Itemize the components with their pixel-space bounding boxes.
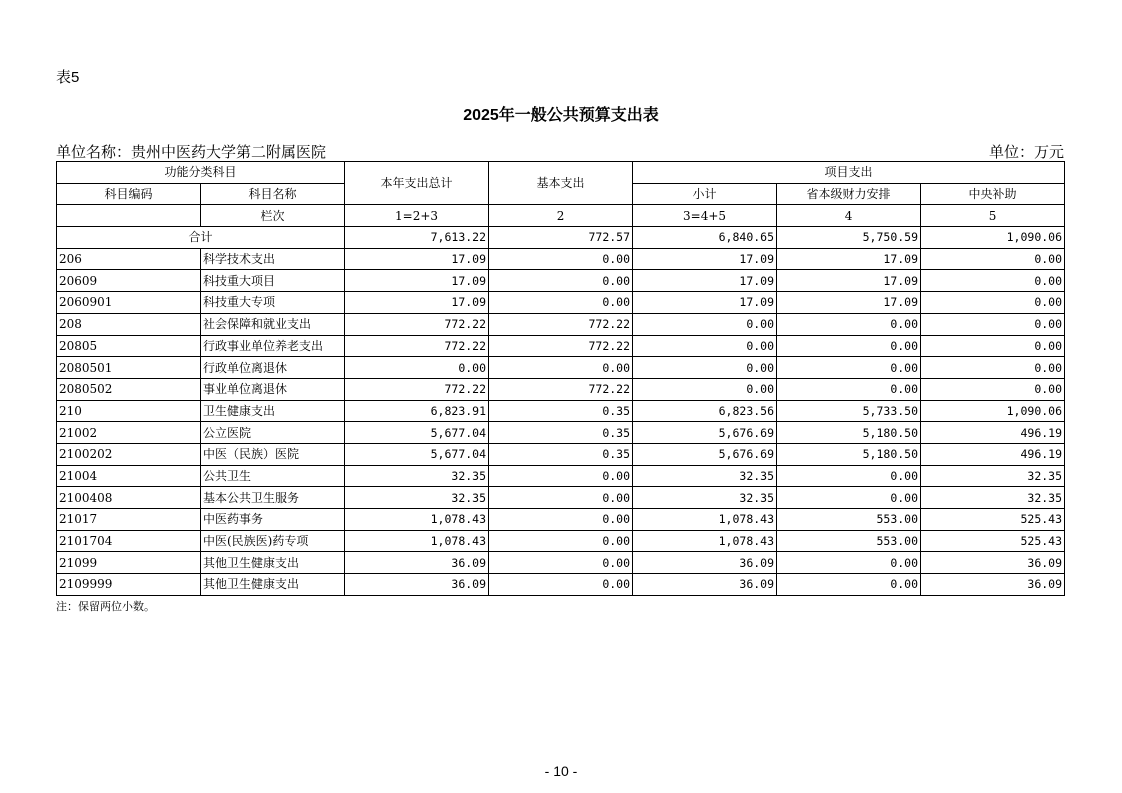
row-subtotal: 36.09 bbox=[633, 574, 777, 596]
row-total: 772.22 bbox=[345, 335, 489, 357]
header-basic: 基本支出 bbox=[489, 162, 633, 205]
row-central: 0.00 bbox=[921, 378, 1065, 400]
row-basic: 0.00 bbox=[489, 270, 633, 292]
row-central: 32.35 bbox=[921, 465, 1065, 487]
header-total: 本年支出总计 bbox=[345, 162, 489, 205]
table-number: 表5 bbox=[56, 69, 80, 86]
row-code: 208 bbox=[57, 313, 201, 335]
row-name: 行政事业单位养老支出 bbox=[201, 335, 345, 357]
row-provincial: 0.00 bbox=[777, 574, 921, 596]
row-total: 772.22 bbox=[345, 313, 489, 335]
row-subtotal: 1,078.43 bbox=[633, 509, 777, 531]
row-basic: 772.22 bbox=[489, 313, 633, 335]
row-subtotal: 32.35 bbox=[633, 487, 777, 509]
index-basic: 2 bbox=[489, 205, 633, 227]
sum-row bbox=[57, 227, 1065, 249]
row-name: 其他卫生健康支出 bbox=[201, 552, 345, 574]
row-basic: 0.00 bbox=[489, 509, 633, 531]
row-name: 公共卫生 bbox=[201, 465, 345, 487]
index-total: 1=2+3 bbox=[345, 205, 489, 227]
row-name: 中医(民族医)药专项 bbox=[201, 530, 345, 552]
row-subtotal: 0.00 bbox=[633, 378, 777, 400]
row-subtotal: 1,078.43 bbox=[633, 530, 777, 552]
row-provincial: 0.00 bbox=[777, 357, 921, 379]
row-basic: 0.35 bbox=[489, 422, 633, 444]
header-name: 科目名称 bbox=[201, 183, 345, 205]
row-provincial: 553.00 bbox=[777, 530, 921, 552]
unit-label: 单位：万元 bbox=[988, 143, 1064, 161]
row-subtotal: 5,676.69 bbox=[633, 422, 777, 444]
header-subtotal: 小计 bbox=[633, 183, 777, 205]
row-central: 0.00 bbox=[921, 335, 1065, 357]
table-row bbox=[57, 292, 1065, 314]
row-code: 2080501 bbox=[57, 357, 201, 379]
row-total: 32.35 bbox=[345, 487, 489, 509]
row-provincial: 5,180.50 bbox=[777, 443, 921, 465]
row-total: 32.35 bbox=[345, 465, 489, 487]
table-row bbox=[57, 422, 1065, 444]
row-basic: 0.35 bbox=[489, 400, 633, 422]
row-basic: 0.00 bbox=[489, 552, 633, 574]
row-subtotal: 17.09 bbox=[633, 292, 777, 314]
row-central: 496.19 bbox=[921, 443, 1065, 465]
index-row bbox=[57, 205, 1065, 227]
row-subtotal: 17.09 bbox=[633, 270, 777, 292]
row-provincial: 0.00 bbox=[777, 487, 921, 509]
row-basic: 0.00 bbox=[489, 530, 633, 552]
table-row bbox=[57, 574, 1065, 596]
table-row bbox=[57, 270, 1065, 292]
row-central: 0.00 bbox=[921, 357, 1065, 379]
index-provincial: 4 bbox=[777, 205, 921, 227]
row-name: 科技重大项目 bbox=[201, 270, 345, 292]
row-name: 基本公共卫生服务 bbox=[201, 487, 345, 509]
row-provincial: 17.09 bbox=[777, 292, 921, 314]
row-basic: 0.00 bbox=[489, 248, 633, 270]
row-name: 中医药事务 bbox=[201, 509, 345, 531]
row-provincial: 553.00 bbox=[777, 509, 921, 531]
row-name: 其他卫生健康支出 bbox=[201, 574, 345, 596]
row-central: 496.19 bbox=[921, 422, 1065, 444]
table-row bbox=[57, 335, 1065, 357]
row-subtotal: 6,823.56 bbox=[633, 400, 777, 422]
row-code: 2100408 bbox=[57, 487, 201, 509]
row-basic: 0.00 bbox=[489, 574, 633, 596]
footnote: 注：保留两位小数。 bbox=[56, 600, 155, 613]
row-code: 2080502 bbox=[57, 378, 201, 400]
row-provincial: 0.00 bbox=[777, 335, 921, 357]
expenditure-table bbox=[56, 161, 1065, 596]
row-total: 6,823.91 bbox=[345, 400, 489, 422]
sum-label: 合计 bbox=[57, 227, 345, 249]
row-name: 科学技术支出 bbox=[201, 248, 345, 270]
row-central: 0.00 bbox=[921, 292, 1065, 314]
row-central: 0.00 bbox=[921, 270, 1065, 292]
row-code: 21004 bbox=[57, 465, 201, 487]
row-total: 17.09 bbox=[345, 248, 489, 270]
table-row bbox=[57, 552, 1065, 574]
row-total: 1,078.43 bbox=[345, 530, 489, 552]
row-basic: 0.00 bbox=[489, 465, 633, 487]
row-name: 科技重大专项 bbox=[201, 292, 345, 314]
row-central: 36.09 bbox=[921, 574, 1065, 596]
row-name: 事业单位离退休 bbox=[201, 378, 345, 400]
organization-name: 单位名称：贵州中医药大学第二附属医院 bbox=[56, 143, 327, 161]
row-name: 行政单位离退休 bbox=[201, 357, 345, 379]
header-central: 中央补助 bbox=[921, 183, 1065, 205]
table-row bbox=[57, 509, 1065, 531]
row-provincial: 0.00 bbox=[777, 465, 921, 487]
row-central: 525.43 bbox=[921, 530, 1065, 552]
table-row bbox=[57, 487, 1065, 509]
row-code: 2109999 bbox=[57, 574, 201, 596]
row-provincial: 0.00 bbox=[777, 552, 921, 574]
row-total: 36.09 bbox=[345, 574, 489, 596]
row-provincial: 0.00 bbox=[777, 378, 921, 400]
row-total: 5,677.04 bbox=[345, 443, 489, 465]
row-name: 社会保障和就业支出 bbox=[201, 313, 345, 335]
row-total: 0.00 bbox=[345, 357, 489, 379]
row-total: 1,078.43 bbox=[345, 509, 489, 531]
index-subtotal: 3=4+5 bbox=[633, 205, 777, 227]
table-row bbox=[57, 313, 1065, 335]
row-code: 21099 bbox=[57, 552, 201, 574]
row-central: 0.00 bbox=[921, 248, 1065, 270]
table-row bbox=[57, 357, 1065, 379]
row-basic: 0.35 bbox=[489, 443, 633, 465]
row-central: 36.09 bbox=[921, 552, 1065, 574]
table-row bbox=[57, 248, 1065, 270]
row-subtotal: 0.00 bbox=[633, 335, 777, 357]
row-code: 2100202 bbox=[57, 443, 201, 465]
index-central: 5 bbox=[921, 205, 1065, 227]
row-central: 525.43 bbox=[921, 509, 1065, 531]
row-name: 中医（民族）医院 bbox=[201, 443, 345, 465]
sum-central: 1,090.06 bbox=[921, 227, 1065, 249]
page-number: - 10 - bbox=[544, 763, 578, 779]
row-code: 2101704 bbox=[57, 530, 201, 552]
header-project: 项目支出 bbox=[633, 162, 1065, 184]
header-func-class: 功能分类科目 bbox=[57, 162, 345, 184]
row-code: 20609 bbox=[57, 270, 201, 292]
sum-subtotal: 6,840.65 bbox=[633, 227, 777, 249]
row-total: 17.09 bbox=[345, 270, 489, 292]
row-code: 20805 bbox=[57, 335, 201, 357]
row-subtotal: 5,676.69 bbox=[633, 443, 777, 465]
sum-basic: 772.57 bbox=[489, 227, 633, 249]
header-provincial: 省本级财力安排 bbox=[777, 183, 921, 205]
row-central: 32.35 bbox=[921, 487, 1065, 509]
row-provincial: 17.09 bbox=[777, 248, 921, 270]
sum-total: 7,613.22 bbox=[345, 227, 489, 249]
row-code: 210 bbox=[57, 400, 201, 422]
row-basic: 0.00 bbox=[489, 292, 633, 314]
row-subtotal: 0.00 bbox=[633, 313, 777, 335]
row-provincial: 0.00 bbox=[777, 313, 921, 335]
row-total: 17.09 bbox=[345, 292, 489, 314]
row-central: 0.00 bbox=[921, 313, 1065, 335]
row-code: 2060901 bbox=[57, 292, 201, 314]
index-empty-cell bbox=[57, 205, 201, 227]
row-provincial: 17.09 bbox=[777, 270, 921, 292]
table-row bbox=[57, 443, 1065, 465]
index-label: 栏次 bbox=[201, 205, 345, 227]
row-basic: 772.22 bbox=[489, 335, 633, 357]
row-total: 5,677.04 bbox=[345, 422, 489, 444]
table-row bbox=[57, 378, 1065, 400]
row-basic: 0.00 bbox=[489, 487, 633, 509]
row-name: 公立医院 bbox=[201, 422, 345, 444]
row-total: 772.22 bbox=[345, 378, 489, 400]
row-subtotal: 17.09 bbox=[633, 248, 777, 270]
row-provincial: 5,180.50 bbox=[777, 422, 921, 444]
row-subtotal: 0.00 bbox=[633, 357, 777, 379]
header-row-1 bbox=[57, 162, 1065, 184]
row-total: 36.09 bbox=[345, 552, 489, 574]
row-subtotal: 32.35 bbox=[633, 465, 777, 487]
header-code: 科目编码 bbox=[57, 183, 201, 205]
table-row bbox=[57, 465, 1065, 487]
table-row bbox=[57, 400, 1065, 422]
document-title: 2025年一般公共预算支出表 bbox=[463, 107, 659, 124]
row-central: 1,090.06 bbox=[921, 400, 1065, 422]
row-subtotal: 36.09 bbox=[633, 552, 777, 574]
sum-provincial: 5,750.59 bbox=[777, 227, 921, 249]
row-name: 卫生健康支出 bbox=[201, 400, 345, 422]
row-basic: 0.00 bbox=[489, 357, 633, 379]
row-provincial: 5,733.50 bbox=[777, 400, 921, 422]
table-row bbox=[57, 530, 1065, 552]
row-basic: 772.22 bbox=[489, 378, 633, 400]
row-code: 206 bbox=[57, 248, 201, 270]
row-code: 21017 bbox=[57, 509, 201, 531]
row-code: 21002 bbox=[57, 422, 201, 444]
